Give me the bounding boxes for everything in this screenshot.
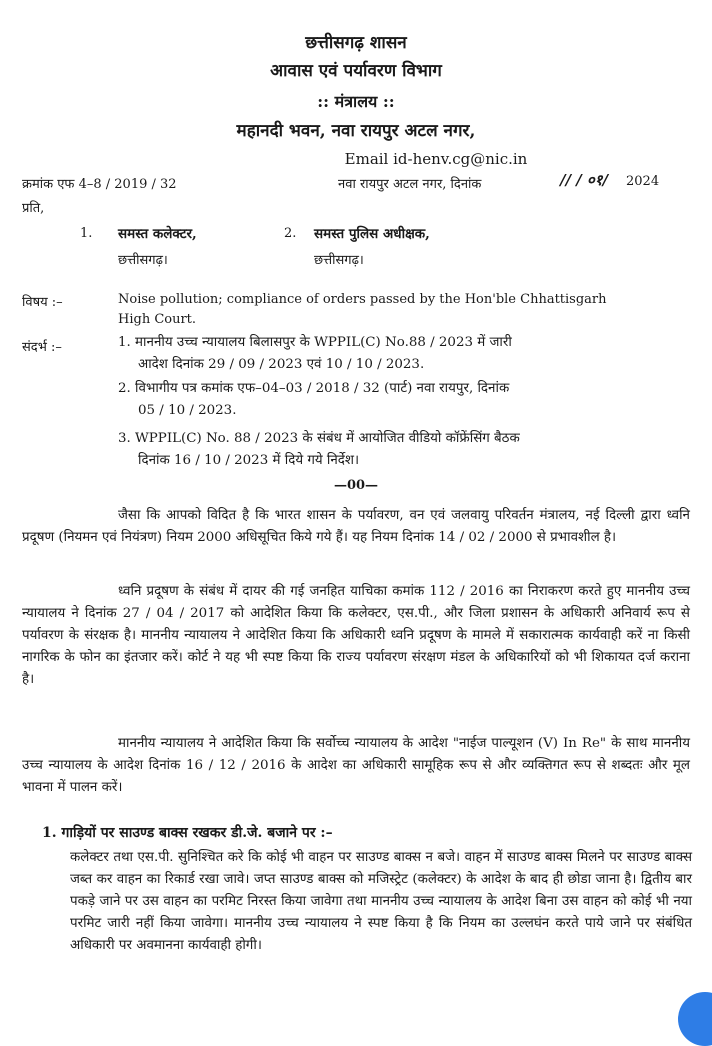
paragraph-3 bbox=[22, 733, 690, 799]
header-address: महानदी भवन, नवा रायपुर अटल नगर, bbox=[236, 121, 476, 141]
subject-label: विषय :– bbox=[22, 295, 63, 310]
reference-number: क्रमांक एफ 4–8 / 2019 / 32 bbox=[22, 177, 177, 192]
paragraph-2 bbox=[22, 581, 690, 691]
recipient-1-title: समस्त कलेक्टर, bbox=[118, 226, 197, 242]
header-government: छत्तीसगढ़ शासन bbox=[305, 33, 407, 53]
reference-2-line-2: 05 / 10 / 2023. bbox=[138, 403, 237, 418]
subject-line-2: High Court. bbox=[118, 312, 197, 327]
recipient-2-number: 2. bbox=[284, 226, 297, 241]
recipient-2-title: समस्त पुलिस अधीक्षक, bbox=[314, 226, 430, 242]
recipient-2-state: छत्तीसगढ़। bbox=[314, 253, 364, 268]
floating-action-icon[interactable] bbox=[678, 992, 712, 1046]
section-divider: —00— bbox=[333, 478, 379, 493]
reference-1-line-2: आदेश दिनांक 29 / 09 / 2023 एवं 10 / 10 / 2023. bbox=[138, 357, 425, 372]
reference-3-line-1: 3. WPPIL(C) No. 88 / 2023 के संबंध में आयोजित वीडियो कॉफ्रेंसिंग बैठक bbox=[118, 431, 520, 446]
reference-1-line-1: 1. माननीय उच्च न्यायालय बिलासपुर के WPPIL(C) No.88 / 2023 में जारी bbox=[118, 335, 512, 350]
section-1-body: कलेक्टर तथा एस.पी. सुनिश्चित करे कि कोई भी वाहन पर साउण्ड बाक्स न बजे। वाहन में साउण्ड बाक्स मिलने पर साउण्ड बाक्स जब्त कर वाहन का रिकार्ड रखा जावे। जप्त साउण्ड बाक्स को मजिस्ट्रेट (कलेक्टर) के आदेश के बाद ही छोडा जाना है। द्वितीय बार पकड़े जाने पर उस वाहन का परमिट निरस्त किया जावेगा तथा माननीय उच्च न्यायालय के आदेश बिना उस वाहन को कोई भी नया परमिट जारी नहीं किया जावेगा। माननीय उच्च न्यायालय ने स्पष्ट किया है कि नियम का उल्लघंन करते पाये जाने पर संबंधित अधिकारी पर अवमानना कार्यवाही होगी। bbox=[70, 850, 692, 953]
header-ministry: :: मंत्रालय :: bbox=[317, 92, 395, 111]
place-date-label: नवा रायपुर अटल नगर, दिनांक bbox=[338, 177, 482, 192]
reference-2-line-1: 2. विभागीय पत्र कमांक एफ–04–03 / 2018 / 32 (पार्ट) नवा रायपुर, दिनांक bbox=[118, 381, 510, 396]
header-email: Email id-henv.cg@nic.in bbox=[344, 150, 528, 168]
handwritten-date: // / ०१/ bbox=[560, 171, 608, 189]
subject-line-1: Noise pollution; compliance of orders passed by the Hon'ble Chhattisgarh bbox=[118, 292, 607, 307]
reference-3-line-2: दिनांक 16 / 10 / 2023 में दिये गये निर्देश। bbox=[138, 453, 360, 468]
header-department: आवास एवं पर्यावरण विभाग bbox=[270, 61, 442, 81]
references-label: संदर्भ :– bbox=[22, 340, 62, 355]
paragraph-1-text: जैसा कि आपको विदित है कि भारत शासन के पर्यावरण, वन एवं जलवायु परिवर्तन मंत्रालय, नई दिल्ली द्वारा ध्वनि प्रदूषण (नियमन एवं नियंत्रण) नियम 2000 अधिसूचित किये गये हैं। यह नियम दिनांक 14 / 02 / 2000 से प्रभावशील है। bbox=[22, 508, 690, 545]
section-1-heading: 1. गाड़ियों पर साउण्ड बाक्स रखकर डी.जे. बजाने पर :– bbox=[42, 825, 333, 841]
recipient-1-state: छत्तीसगढ़। bbox=[118, 253, 168, 268]
recipient-1-number: 1. bbox=[80, 226, 93, 241]
to-label: प्रति, bbox=[22, 201, 45, 216]
paragraph-3-text: माननीय न्यायालय ने आदेशित किया कि सर्वोच्च न्यायालय के आदेश "नाईज पाल्यूशन (V) In Re" के साथ माननीय उच्च न्यायालय के आदेश दिनांक 16 / 12 / 2016 के आदेश का अधिकारी सामूहिक रूप से और व्यक्तिगत रूप से शब्दतः और मूल भावना में पालन करें। bbox=[22, 736, 690, 795]
paragraph-2-text: ध्वनि प्रदूषण के संबंध में दायर की गई जनहित याचिका कमांक 112 / 2016 का निराकरण करते हुए माननीय उच्च न्यायालय ने दिनांक 27 / 04 / 2017 को आदेशित किया कि कलेक्टर, एस.पी., और जिला प्रशासन के अधिकारी अनिवार्य रूप से पर्यावरण के संरक्षक है। माननीय न्यायालय ने आदेशित किया कि अधिकारी ध्वनि प्रदूषण के मामले में सकारात्मक कार्यवाही करें ना किसी नागरिक के फोन का इंतजार करें। कोर्ट ने यह भी स्पष्ट किया कि राज्य पर्यावरण संरक्षण मंडल के अधिकारियों को भी शिकायत दर्ज कराना है। bbox=[22, 584, 690, 687]
letter-year: 2024 bbox=[626, 174, 660, 189]
paragraph-1 bbox=[22, 505, 690, 549]
